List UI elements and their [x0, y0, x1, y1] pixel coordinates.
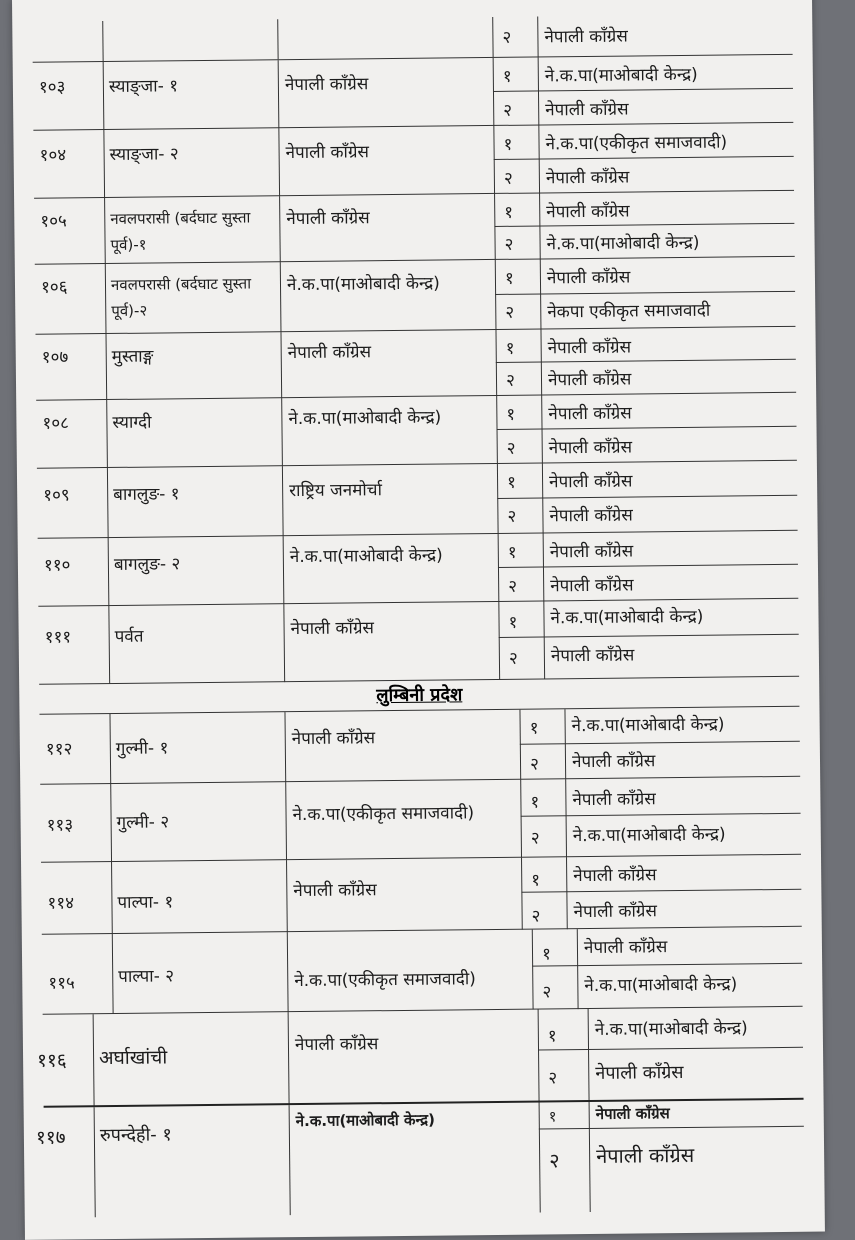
rank-number: २ — [531, 906, 541, 927]
rank-number: १ — [541, 944, 551, 965]
seat-number: १०३ — [38, 77, 66, 98]
party-name: नेपाली काँग्रेस — [547, 337, 632, 359]
seat-number: ११६ — [36, 1049, 67, 1072]
rank-number: १ — [504, 202, 514, 223]
constituency-name: बागलुङ- १ — [113, 484, 180, 505]
seat-number: १०६ — [40, 277, 68, 298]
document-page — [12, 0, 825, 1240]
constituency-name: गुल्मी- २ — [116, 812, 170, 833]
table-row — [35, 1098, 805, 1218]
rank-number: १ — [547, 1026, 557, 1047]
rank-number: २ — [502, 27, 512, 48]
rank-number: २ — [508, 576, 518, 597]
party-name: नेपाली काँग्रेस — [583, 937, 668, 959]
rank-number: १ — [507, 542, 517, 563]
table-row — [38, 530, 799, 607]
rank-number: २ — [549, 1148, 560, 1173]
party-name: ने.क.पा(माओबादी केन्द्र) — [584, 974, 738, 997]
rank-number: २ — [506, 438, 516, 459]
party-name: ने.क.पा(माओबादी केन्द्र) — [572, 824, 726, 847]
party-name: ने.क.पा(माओबादी केन्द्र) — [546, 232, 700, 255]
table-row — [33, 122, 794, 199]
constituency-name: स्याङ्जा- १ — [108, 76, 179, 97]
rank-number: २ — [503, 100, 513, 121]
winner-party: ने.क.पा(एकीकृत समाजवादी) — [292, 803, 475, 826]
party-name: नेपाली काँग्रेस — [544, 26, 628, 48]
seat-number: १०९ — [43, 485, 70, 506]
rank-number: १ — [548, 1107, 557, 1126]
table-row — [33, 54, 794, 131]
table-row — [40, 776, 801, 863]
party-name: नेपाली काँग्रेस — [546, 201, 630, 223]
table-row — [34, 190, 795, 265]
winner-party: नेपाली काँग्रेस — [291, 728, 376, 750]
table-row — [36, 392, 797, 469]
party-name: नेपाली काँग्रेस — [548, 437, 633, 459]
party-name: ने.क.पा(माओबादी केन्द्र) — [544, 64, 698, 87]
party-name: नेपाली काँग्रेस — [595, 1104, 670, 1123]
rank-number: १ — [531, 870, 541, 891]
party-name: नेपाली काँग्रेस — [573, 901, 658, 923]
winner-party: नेपाली काँग्रेस — [285, 142, 370, 164]
winner-party: नेपाली काँग्रेस — [294, 1034, 379, 1056]
table-row — [39, 706, 800, 785]
rank-number: १ — [506, 404, 516, 425]
rank-number: १ — [530, 792, 540, 813]
rank-number: २ — [503, 168, 513, 189]
party-name: नेपाली काँग्रेस — [549, 505, 633, 527]
table-row — [41, 854, 802, 935]
party-name: नेपाली काँग्रेस — [572, 789, 656, 811]
winner-party: नेपाली काँग्रेस — [284, 74, 369, 96]
party-name: नेपाली काँग्रेस — [550, 645, 635, 667]
rank-number: २ — [505, 370, 515, 391]
rank-number: २ — [508, 648, 518, 669]
rank-number: २ — [530, 828, 540, 849]
constituency-name: पाल्पा- २ — [118, 966, 175, 987]
constituency-name: बागलुङ- २ — [113, 554, 181, 575]
seat-number: १०८ — [42, 413, 70, 434]
party-name: नेपाली काँग्रेस — [548, 471, 633, 493]
rank-number: २ — [542, 982, 552, 1003]
party-name: नेपाली काँग्रेस — [550, 575, 634, 597]
constituency-name: अर्घाखांची — [98, 1046, 168, 1070]
constituency-name: स्याङ्जा- २ — [109, 144, 179, 165]
party-name: नेपाली काँग्रेस — [549, 541, 634, 563]
constituency-name: रुपन्देही- १ — [99, 1124, 172, 1147]
party-name: ने.क.पा(माओबादी केन्द्र) — [550, 606, 704, 629]
party-name: नेकपा एकीकृत समाजवादी — [547, 300, 711, 323]
rank-number: २ — [505, 302, 515, 323]
winner-party: नेपाली काँग्रेस — [290, 618, 375, 640]
party-name: ने.क.पा(माओबादी केन्द्र) — [571, 714, 725, 737]
rank-number: २ — [529, 754, 539, 775]
seat-number: १०५ — [40, 211, 67, 232]
rank-number: १ — [529, 718, 539, 739]
rank-number: २ — [548, 1068, 558, 1089]
party-name: नेपाली काँग्रेस — [595, 1062, 684, 1084]
party-name: ने.क.पा(माओबादी केन्द्र) — [594, 1018, 748, 1040]
constituency-name: पर्वत — [114, 626, 144, 647]
seat-number: ११७ — [35, 1126, 66, 1149]
seat-number: १११ — [44, 627, 72, 648]
party-name: नेपाली काँग्रेस — [547, 369, 632, 391]
seat-number: १०७ — [41, 347, 69, 368]
party-name: नेपाली काँग्रेस — [545, 167, 630, 189]
rank-number: १ — [505, 338, 515, 359]
table-row — [38, 598, 799, 685]
rank-number: १ — [502, 66, 512, 87]
winner-party: नेपाली काँग्रेस — [287, 342, 372, 364]
seat-number: ११५ — [48, 973, 75, 994]
winner-party: ने.क.पा(माओबादी केन्द्र) — [295, 1110, 436, 1131]
party-name: नेपाली काँग्रेस — [546, 267, 631, 289]
rank-number: १ — [503, 134, 513, 155]
constituency-name: स्याग्दी — [112, 412, 152, 433]
party-name: नेपाली काँग्रेस — [548, 403, 632, 425]
seat-number: ११० — [43, 555, 71, 576]
rank-number: १ — [508, 612, 518, 633]
winner-party: राष्ट्रिय जनमोर्चा — [289, 480, 383, 502]
table-row — [37, 460, 798, 539]
winner-party: ने.क.पा(माओबादी केन्द्र) — [286, 273, 440, 296]
winner-party: नेपाली काँग्रेस — [286, 208, 370, 230]
table-row — [42, 926, 803, 1015]
winner-party: ने.क.पा(माओबादी केन्द्र) — [289, 545, 443, 568]
party-name: ने.क.पा(एकीकृत समाजवादी) — [545, 132, 728, 155]
constituency-name: मुस्ताङ्ग — [111, 346, 154, 367]
constituency-name: नवलपरासी (बर्दघाट सुस्ता पूर्व)-१ — [110, 208, 251, 254]
seat-number: ११२ — [45, 739, 73, 760]
constituency-name: पाल्पा- १ — [117, 892, 174, 913]
winner-party: नेपाली काँग्रेस — [293, 880, 377, 902]
rank-number: २ — [504, 234, 514, 255]
winner-party: ने.क.पा(एकीकृत समाजवादी) — [294, 969, 476, 992]
party-name: नेपाली काँग्रेस — [573, 865, 657, 887]
constituency-name: नवलपरासी (बर्दघाट सुस्ता पूर्व)-२ — [110, 274, 252, 320]
rank-number: १ — [504, 268, 514, 289]
party-name: नेपाली काँग्रेस — [596, 1142, 695, 1168]
table-row — [36, 1006, 804, 1107]
party-name: नेपाली काँग्रेस — [545, 99, 629, 121]
seat-number: ११४ — [47, 893, 75, 914]
rank-number: १ — [506, 472, 517, 493]
table-row — [35, 256, 796, 335]
province-title: लुम्बिनी प्रदेश — [376, 684, 463, 707]
seat-number: १०४ — [39, 145, 67, 166]
constituency-name: गुल्मी- १ — [115, 738, 169, 759]
party-name: नेपाली काँग्रेस — [571, 751, 656, 773]
winner-party: ने.क.पा(माओबादी केन्द्र) — [288, 407, 442, 430]
table-row — [35, 326, 796, 401]
rank-number: २ — [507, 506, 517, 527]
seat-number: ११३ — [46, 815, 74, 836]
